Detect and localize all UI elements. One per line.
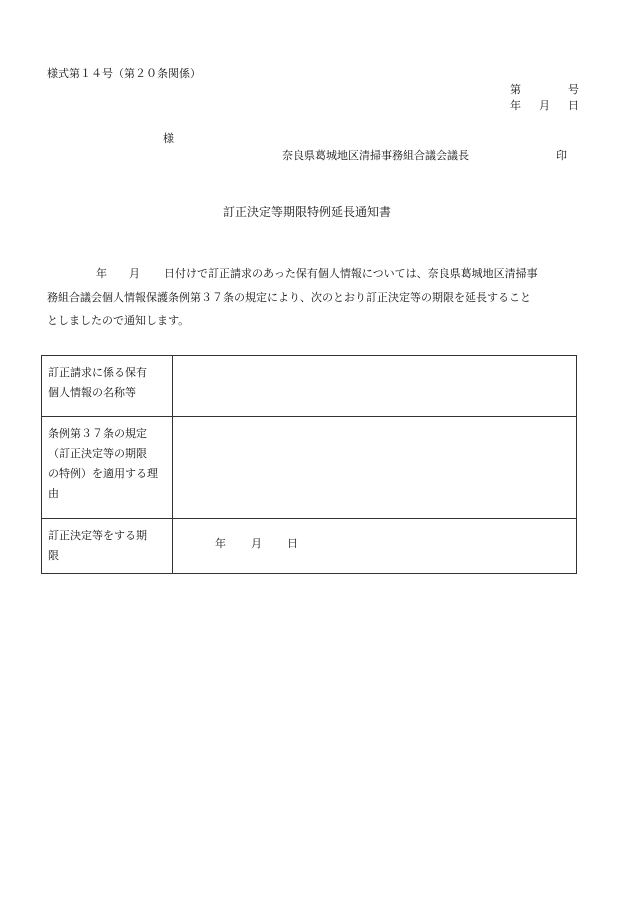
form-number: 様式第１４号（第２０条関係） [47, 67, 201, 80]
table-label-line: 個人情報の名称等 [48, 386, 136, 399]
table-label-line: の特例）を適用する理 [48, 467, 158, 480]
table-row [42, 417, 577, 519]
body-line-3: としましたので通知します。 [47, 314, 190, 327]
seal-mark: 印 [556, 149, 567, 162]
table-row [42, 356, 577, 417]
document-number-label: 第 [510, 83, 521, 96]
deadline-year: 年 [215, 537, 226, 550]
table-label-cell [42, 417, 173, 519]
document-number-suffix: 号 [568, 83, 579, 96]
body-line-2: 務組合議会個人情報保護条例第３７条の規定により、次のとおり訂正決定等の期限を延長すること [47, 290, 531, 304]
issue-date-day: 日 [568, 99, 579, 112]
table-label-cell [42, 519, 173, 574]
table-label-line: 由 [48, 487, 59, 500]
table-label-line: 訂正請求に係る保有 [48, 366, 147, 379]
table-label-line: 訂正決定等をする期 [48, 529, 147, 542]
addressee-honorific: 様 [163, 132, 174, 145]
deadline-day: 日 [287, 537, 298, 550]
notice-body [47, 262, 577, 333]
table-label-line: （訂正決定等の期限 [48, 447, 147, 460]
body-line-1-text: 日付けで訂正請求のあった保有個人情報については、奈良県葛城地区清掃事 [164, 267, 538, 280]
table-value-cell[interactable] [173, 519, 577, 574]
deadline-month: 月 [251, 537, 262, 550]
table-value-cell[interactable] [173, 356, 577, 417]
deadline-date [215, 534, 618, 554]
table-row [42, 519, 577, 574]
document-title: 訂正決定等期限特例延長通知書 [223, 205, 392, 219]
table-label-cell [42, 356, 173, 417]
info-table [41, 355, 577, 574]
body-line-1 [47, 262, 577, 286]
sender-name: 奈良県葛城地区清掃事務組合議会議長 [282, 149, 469, 162]
body-month: 月 [129, 267, 140, 280]
table-value-cell[interactable] [173, 417, 577, 519]
table-label-line: 限 [48, 549, 59, 562]
body-year: 年 [96, 267, 107, 280]
issue-date-year: 年 [510, 99, 521, 112]
table-label-line: 条例第３７条の規定 [48, 427, 147, 440]
issue-date-month: 月 [539, 99, 550, 112]
